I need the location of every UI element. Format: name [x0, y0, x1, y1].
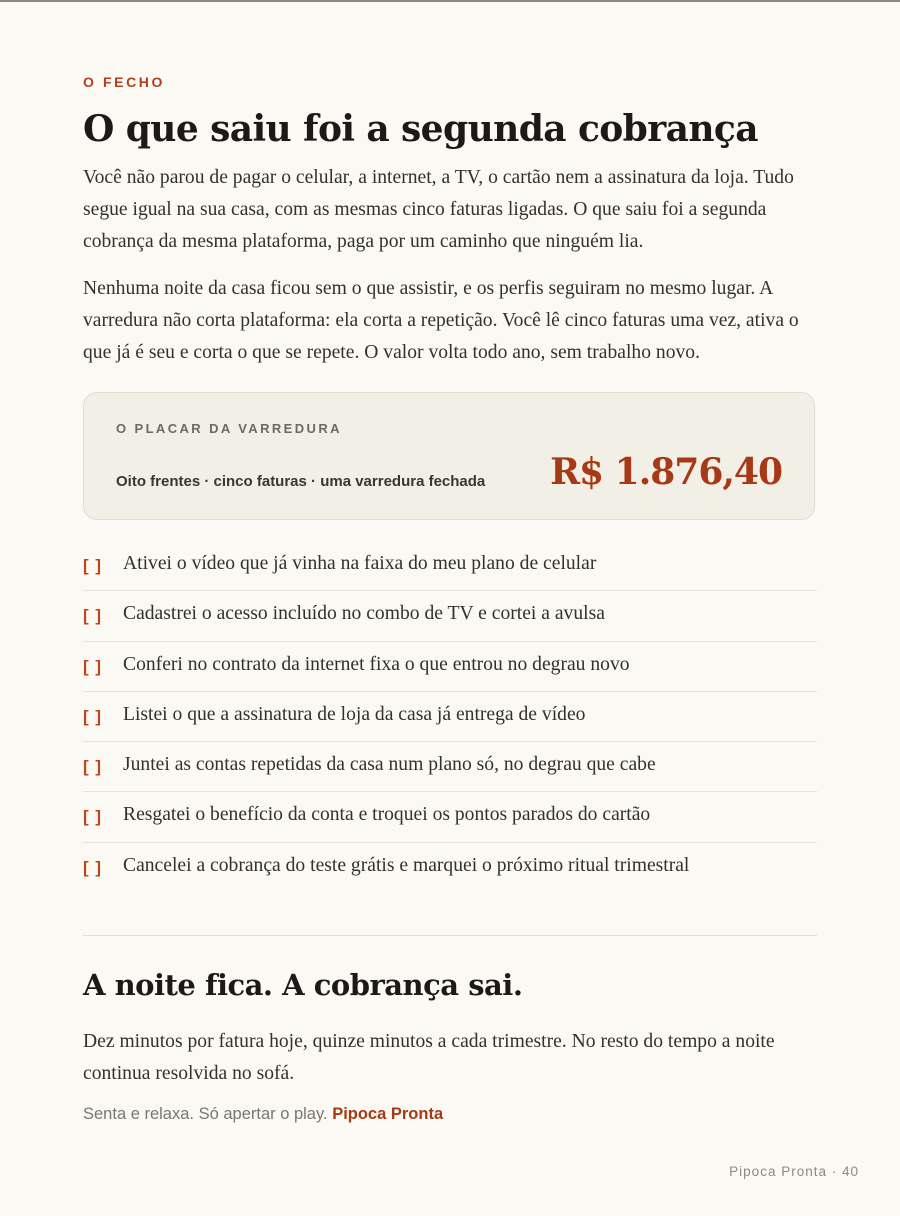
- checklist-item-text: Cadastrei o acesso incluído no combo de TV e cortei a avulsa: [123, 603, 605, 625]
- intro-paragraph: Você não parou de pagar o celular, a internet, a TV, o cartão nem a assinatura da loja. Tudo segue igual na sua casa, com as mesmas cinco faturas ligadas. O que saiu foi a segunda cobrança da mesma plataforma, paga por um caminho que ninguém lia.: [83, 167, 794, 252]
- signoff-text: Senta e relaxa. Só apertar o play.: [83, 1105, 328, 1123]
- page-footer: Pipoca Pronta · 40: [729, 1164, 859, 1179]
- checklist-item-text: Juntei as contas repetidas da casa num plano só, no degrau que cabe: [123, 754, 656, 776]
- checkbox-icon[interactable]: [ ]: [83, 556, 103, 575]
- checklist-item: [83, 541, 817, 591]
- checklist-item: [83, 742, 817, 792]
- checklist-item: [83, 642, 817, 692]
- top-rule: [0, 0, 900, 2]
- checklist-item-text: Cancelei a cobrança do teste grátis e marquei o próximo ritual trimestral: [123, 854, 690, 876]
- checklist: [83, 541, 817, 893]
- checklist-item: [83, 843, 817, 893]
- checklist-item-text: Conferi no contrato da internet fixa o que entrou no degrau novo: [123, 653, 630, 675]
- checklist-item-text: Ativei o vídeo que já vinha na faixa do meu plano de celular: [123, 553, 597, 574]
- section-eyebrow: O FECHO: [83, 74, 165, 90]
- checkbox-icon[interactable]: [ ]: [83, 757, 103, 777]
- closing-paragraph: Dez minutos por fatura hoje, quinze minutos a cada trimestre. No resto do tempo a noite continua resolvida no sofá.: [83, 1031, 775, 1084]
- checkbox-icon[interactable]: [ ]: [83, 857, 103, 877]
- scorecard-value: R$ 1.876,40: [550, 451, 782, 493]
- scorecard-label: O PLACAR DA VARREDURA: [116, 421, 342, 436]
- page-title: O que saiu foi a segunda cobrança: [83, 108, 758, 150]
- checkbox-icon[interactable]: [ ]: [83, 656, 103, 676]
- checklist-item: [83, 692, 817, 742]
- checkbox-icon[interactable]: [ ]: [83, 606, 103, 626]
- checkbox-icon[interactable]: [ ]: [83, 807, 103, 827]
- checklist-item: [83, 792, 817, 842]
- checklist-item-text: Listei o que a assinatura de loja da casa já entrega de vídeo: [123, 703, 586, 725]
- checklist-item-text: Resgatei o benefício da conta e troquei os pontos parados do cartão: [123, 804, 651, 826]
- closing-title: A noite fica. A cobrança sai.: [83, 968, 523, 1002]
- second-paragraph: Nenhuma noite da casa ficou sem o que assistir, e os perfis seguiram no mesmo lugar. A varredura não corta plataforma: ela corta a repetição. Você lê cinco faturas uma vez, ativa o que já é seu e corta o que se repete. O valor volta todo ano, sem trabalho novo.: [83, 278, 799, 363]
- section-divider: [83, 935, 817, 936]
- scorecard-caption: Oito frentes · cinco faturas · uma varredura fechada: [116, 473, 486, 490]
- checklist-item: [83, 591, 817, 641]
- signoff: [83, 1105, 443, 1124]
- brand-name: Pipoca Pronta: [332, 1105, 444, 1123]
- checkbox-icon[interactable]: [ ]: [83, 706, 103, 726]
- scorecard: [83, 392, 815, 520]
